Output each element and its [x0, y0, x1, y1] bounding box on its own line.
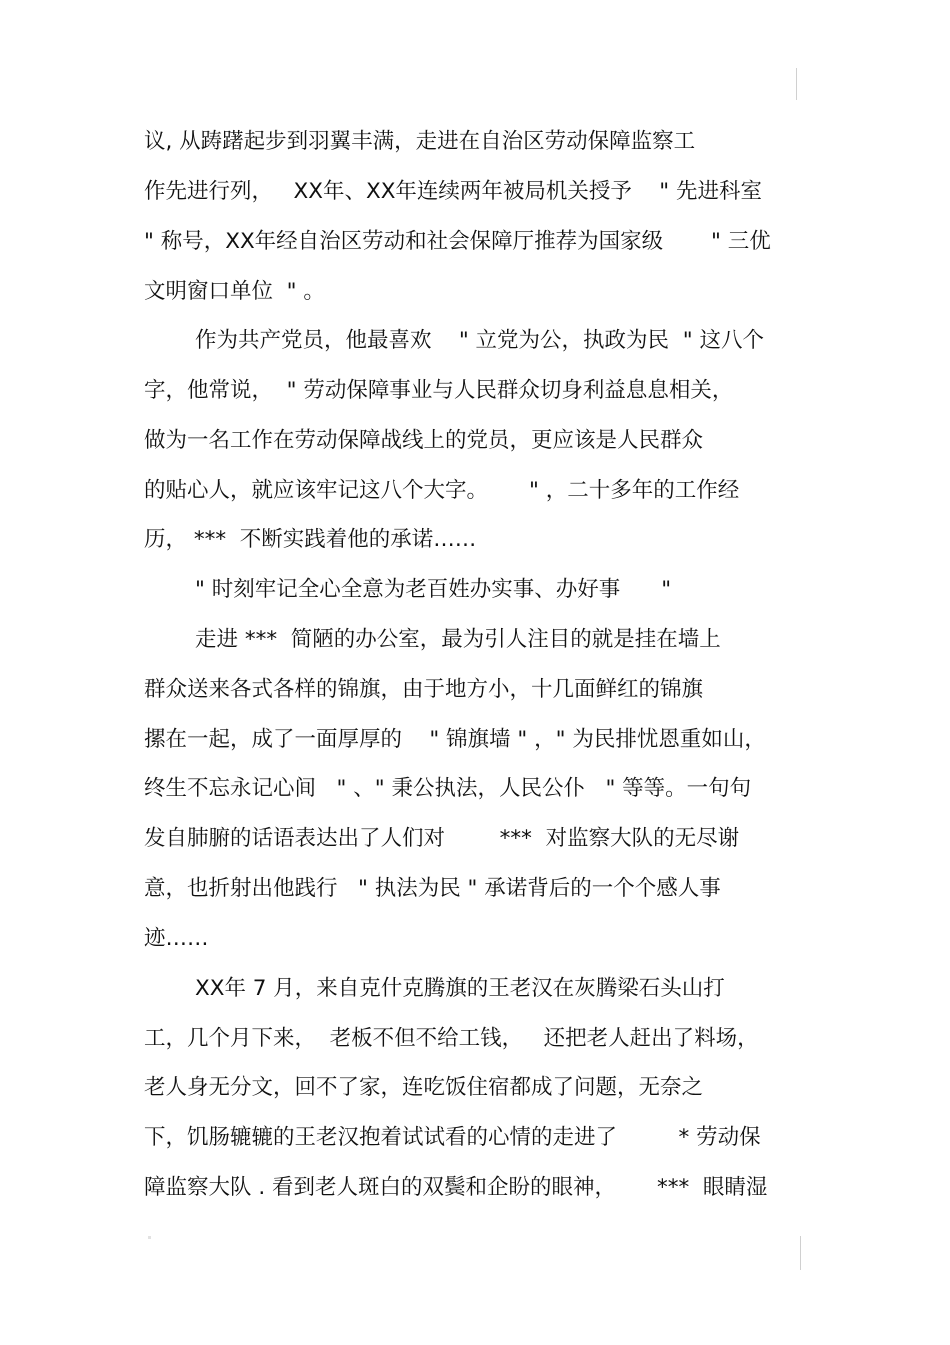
text-line: 走进 *** 简陋的办公室，最为引人注目的就是挂在墙上 — [195, 627, 721, 652]
text-line: 摞在一起，成了一面厚厚的 " 锦旗墙 " ，" 为民排忧恩重如山， — [144, 727, 766, 752]
text-line: 的贴心人，就应该牢记这八个大字。 " ，二十多年的工作经 — [144, 478, 740, 503]
text-line: " 称号，XX年经自治区劳动和社会保障厅推荐为国家级 " 三优 — [144, 229, 771, 254]
text-line: 障监察大队 . 看到老人斑白的双鬓和企盼的眼神， *** 眼睛湿 — [144, 1175, 768, 1200]
text-line: 终生不忘永记心间 " 、" 秉公执法，人民公仆 " 等等。一句句 — [144, 776, 752, 801]
text-line: 意，也折射出他践行 " 执法为民 " 承诺背后的一个个感人事 — [144, 876, 721, 901]
text-line: 作为共产党员，他最喜欢 " 立党为公，执政为民 " 这八个 — [195, 328, 764, 353]
page-corner-mark-dot — [148, 1236, 151, 1239]
text-line: 发自肺腑的话语表达出了人们对 *** 对监察大队的无尽谢 — [144, 826, 740, 851]
text-line: 老人身无分文，回不了家，连吃饭住宿都成了问题，无奈之 — [144, 1075, 704, 1100]
text-line: 作先进行列， XX年、XX年连续两年被局机关授予 " 先进科室 — [144, 179, 762, 204]
page-corner-mark-bottom — [800, 1236, 801, 1270]
text-line: XX年 7 月，来自克什克腾旗的王老汉在灰腾梁石头山打 — [195, 976, 725, 1001]
text-line: 字，他常说， " 劳动保障事业与人民群众切身利益息息相关， — [144, 378, 734, 403]
page-corner-mark-top — [796, 68, 797, 100]
text-line: " 时刻牢记全心全意为老百姓办实事、办好事 " — [195, 577, 672, 602]
text-line: 文明窗口单位 " 。 — [144, 279, 325, 304]
text-line: 工，几个月下来， 老板不但不给工钱， 还把老人赶出了料场， — [144, 1026, 759, 1051]
text-line: 历， *** 不断实践着他的承诺…… — [144, 527, 477, 552]
text-line: 议, 从踌躇起步到羽翼丰满，走进在自治区劳动保障监察工 — [144, 129, 696, 154]
text-line: 迹…… — [144, 926, 209, 951]
text-line: 下，饥肠辘辘的王老汉抱着试试看的心情的走进了 * 劳动保 — [144, 1125, 761, 1150]
text-line: 群众送来各式各样的锦旗，由于地方小，十几面鲜红的锦旗 — [144, 677, 704, 702]
text-line: 做为一名工作在劳动保障战线上的党员，更应该是人民群众 — [144, 428, 704, 453]
